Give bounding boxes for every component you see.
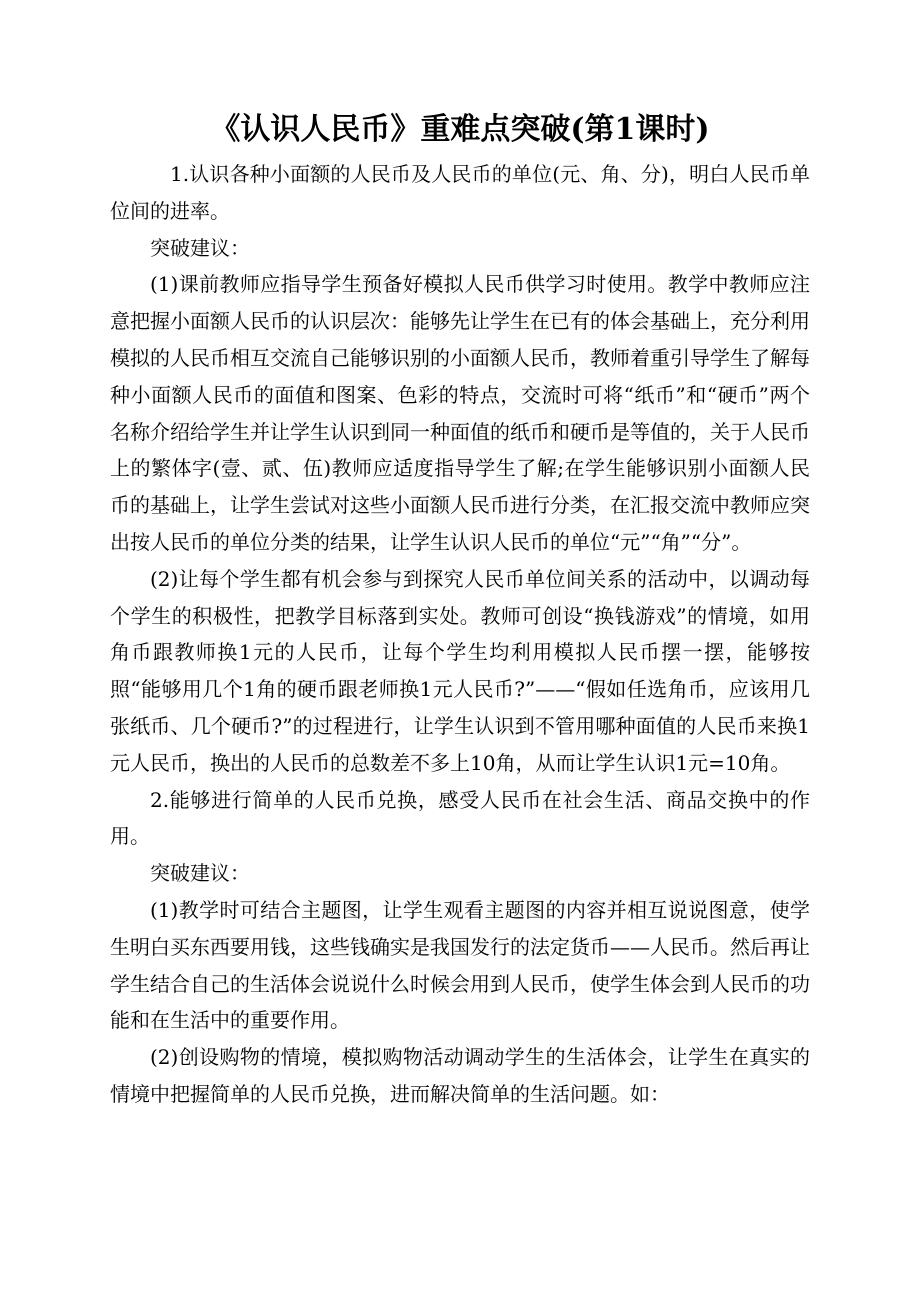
paragraph-objective-1: 1.认识各种小面额的人民币及人民币的单位(元、角、分)，明白人民币单位间的进率。	[110, 162, 810, 223]
paragraph-suggestion-heading-2: 突破建议：	[150, 861, 250, 886]
paragraph-objective-2: 2.能够进行简单的人民币兑换，感受人民币在社会生活、商品交换中的作用。	[110, 787, 810, 849]
document-title: 《认识人民币》重难点突破(第1课时)	[210, 112, 710, 147]
paragraph-suggestion-2-1: (1)教学时可结合主题图，让学生观看主题图的内容并相互说说图意，使学生明白买东西要用钱，这些钱确实是我国发行的法定货币——人民币。然后再让学生结合自己的生活体会说说什么时候会用到人民币，使学生体会到人民币的功能和在生活中的重要作用。	[110, 897, 810, 1033]
paragraph-suggestion-1-2: (2)让每个学生都有机会参与到探究人民币单位间关系的活动中，以调动每个学生的积极性，把教学目标落到实处。教师可创设“换钱游戏”的情境，如用角币跟教师换1元的人民币，让每个学生均利用模拟人民币摆一摆，能够按照“能够用几个1角的硬币跟老师换1元人民币?”——“假如任选角币，应该用几张纸币、几个硬币?”的过程进行，让学生认识到不管用哪种面值的人民币来换1元人民币，换出的人民币的总数差不多上10角，从而让学生认识1元=10角。	[110, 566, 810, 775]
paragraph-suggestion-1-1: (1)课前教师应指导学生预备好模拟人民币供学习时使用。教学中教师应注意把握小面额人民币的认识层次：能够先让学生在已有的体会基础上，充分利用模拟的人民币相互交流自己能够识别的小面额人民币，教师着重引导学生了解每种小面额人民币的面值和图案、色彩的特点，交流时可将“纸币”和“硬币”两个名称介绍给学生并让学生认识到同一种面值的纸币和硬币是等值的，关于人民币上的繁体字(壹、贰、伍)教师应适度指导学生了解;在学生能够识别小面额人民币的基础上，让学生尝试对这些小面额人民币进行分类，在汇报交流中教师应突出按人民币的单位分类的结果，让学生认识人民币的单位“元”“角”“分”。	[110, 272, 810, 554]
document-body	[110, 156, 810, 1113]
paragraph-suggestion-2-2: (2)创设购物的情境，模拟购物活动调动学生的生活体会，让学生在真实的情境中把握简单的人民币兑换，进而解决简单的生活问题。如：	[110, 1045, 810, 1106]
paragraph-suggestion-heading-1: 突破建议：	[150, 235, 250, 260]
